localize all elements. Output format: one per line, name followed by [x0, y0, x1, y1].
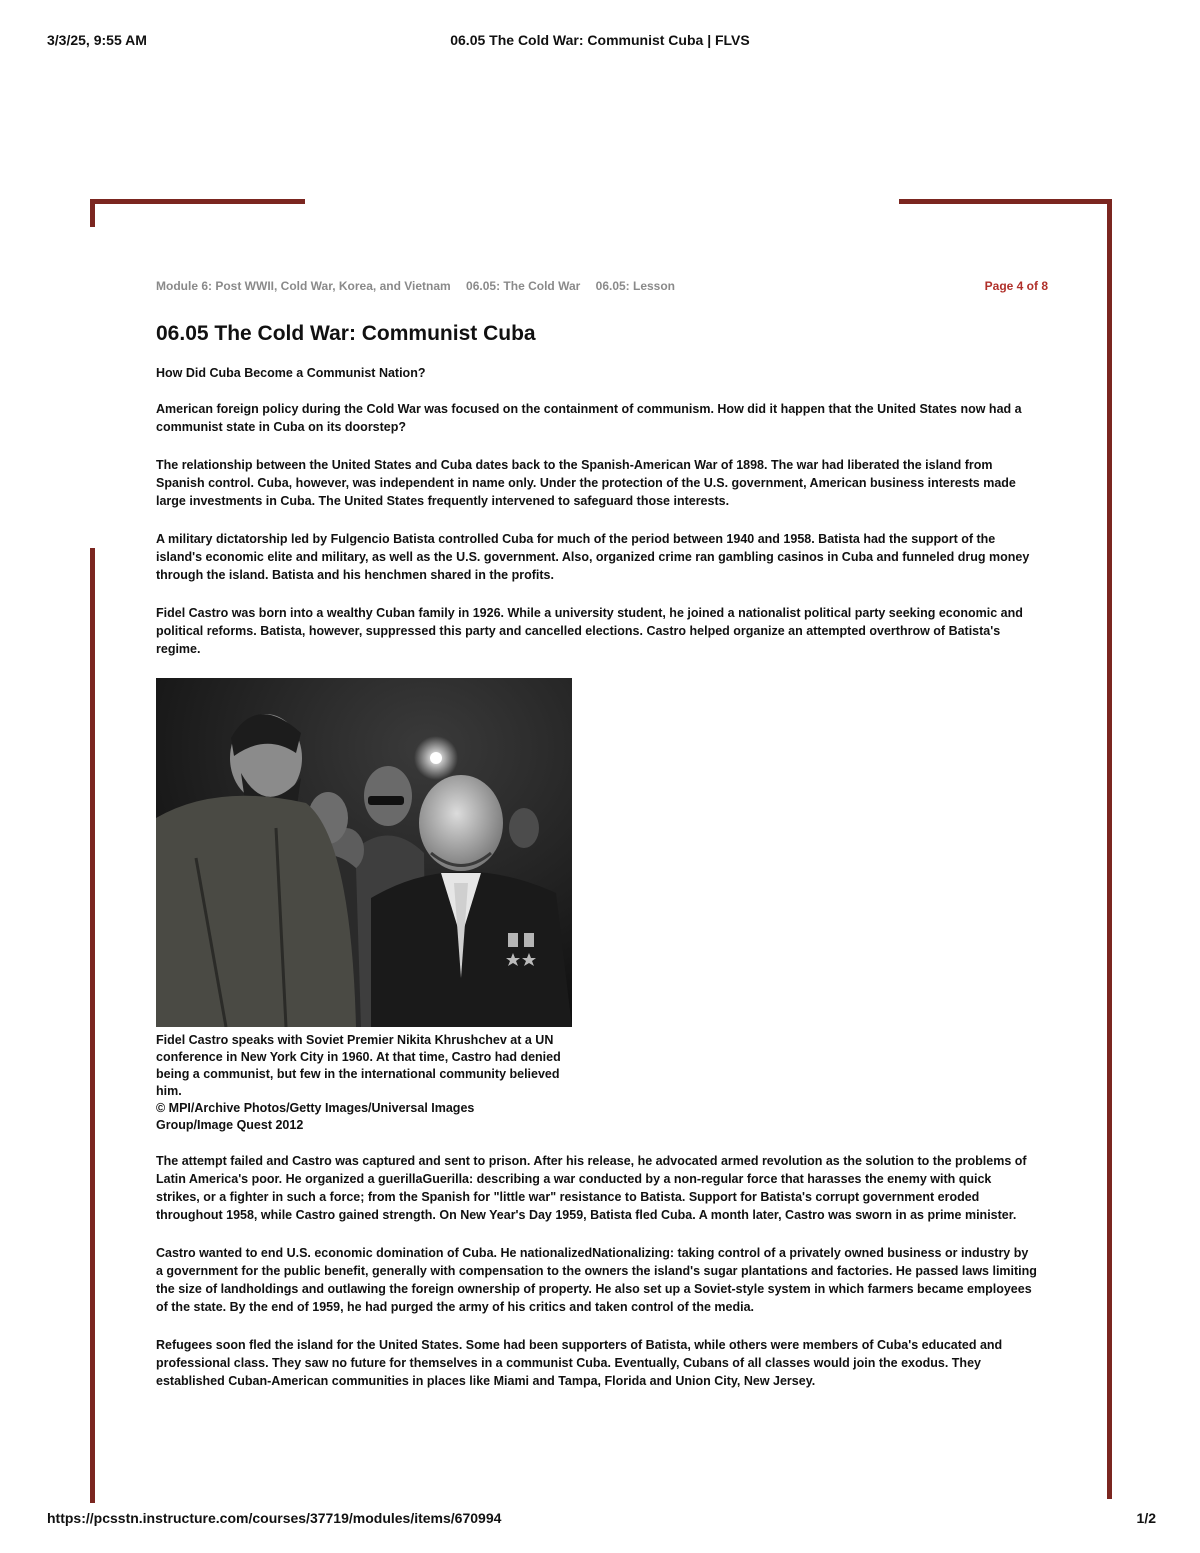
paragraph: Castro wanted to end U.S. economic domination of Cuba. He nationalizedNationalizing: taking control of a privately owned business or industry by a government for the public benefit, generally with compensation to the owners the island's sugar plantations and factories. He passed laws limiting the size of landholdings and outlawing the foreign ownership of property. He also set up a Soviet-style system in which farmers became employees of the state. By the end of 1959, he had purged the army of his critics and taken control of the media.: [156, 1246, 1037, 1314]
frame-right-border: [1107, 199, 1112, 1499]
castro-khrushchev-photo: [156, 678, 572, 1027]
frame-corner-top-right: [899, 199, 1112, 204]
lesson-content: [156, 322, 1038, 1410]
frame-corner-top-left: [90, 199, 305, 204]
paragraph: The relationship between the United States and Cuba dates back to the Spanish-American War of 1898. The war had liberated the island from Spanish control. Cuba, however, was independent in name only. Under the protection of the U.S. government, American business interests made large investments in Cuba. The United States frequently intervened to safeguard those interests.: [156, 458, 1016, 508]
breadcrumb-lesson[interactable]: 06.05: Lesson: [595, 279, 676, 293]
paragraph: The attempt failed and Castro was captured and sent to prison. After his release, he advocated armed revolution as the solution to the problems of Latin America's poor. He organized a guerillaGuerilla: describing a war conducted by a non-regular force that harasses the enemy with quick strikes, or a fighter in such a force; from the Spanish for "little war" resistance to Batista. Support for Batista's corrupt government eroded throughout 1958, while Castro gained strength. On New Year's Day 1959, Batista fled Cuba. A month later, Castro was sworn in as prime minister.: [156, 1154, 1027, 1222]
photo-caption: [156, 1032, 576, 1134]
print-page-number: 1/2: [1136, 1510, 1156, 1526]
paragraph: A military dictatorship led by Fulgencio Batista controlled Cuba for much of the period between 1940 and 1958. Batista had the support of the island's economic elite and military, as well as the U.S. government. Also, organized crime ran gambling casinos in Cuba and funneled drug money through the island. Batista and his henchmen shared in the profits.: [156, 532, 1030, 582]
lesson-figure: [156, 678, 576, 1134]
page-indicator: Page 4 of 8: [984, 279, 1048, 293]
paragraph: Fidel Castro was born into a wealthy Cuban family in 1926. While a university student, he joined a nationalist political party seeking economic and political reforms. Batista, however, suppressed this party and cancelled elections. Castro helped organize an attempted overthrow of Batista's regime.: [156, 606, 1023, 656]
breadcrumb: [156, 279, 1048, 293]
frame-corner-top-left-vertical: [90, 199, 95, 227]
print-datetime: 3/3/25, 9:55 AM: [47, 32, 147, 48]
paragraph: American foreign policy during the Cold War was focused on the containment of communism. How did it happen that the United States now had a communist state in Cuba on its doorstep?: [156, 402, 1022, 434]
caption-text: Fidel Castro speaks with Soviet Premier Nikita Khrushchev at a UN conference in New York City in 1960. At that time, Castro had denied being a communist, but few in the international community believed him.: [156, 1033, 561, 1098]
paragraph: Refugees soon fled the island for the United States. Some had been supporters of Batista, while others were members of Cuba's educated and professional class. They saw no future for themselves in a communist Cuba. Eventually, Cubans of all classes would join the exodus. They established Cuban-American communities in places like Miami and Tampa, Florida and Union City, New Jersey.: [156, 1338, 1003, 1388]
photo-credit: © MPI/Archive Photos/Getty Images/Universal Images: [156, 1101, 475, 1115]
photo-credit: Group/Image Quest 2012: [156, 1118, 304, 1132]
section-heading: How Did Cuba Become a Communist Nation?: [156, 366, 426, 380]
breadcrumb-section[interactable]: 06.05: The Cold War: [466, 279, 581, 293]
print-page-title: 06.05 The Cold War: Communist Cuba | FLVS: [450, 32, 750, 48]
frame-left-border: [90, 548, 95, 1503]
breadcrumb-module[interactable]: Module 6: Post WWII, Cold War, Korea, and Vietnam: [156, 279, 451, 293]
page-title: 06.05 The Cold War: Communist Cuba: [156, 322, 536, 345]
print-url: https://pcsstn.instructure.com/courses/37719/modules/items/670994: [47, 1510, 502, 1526]
